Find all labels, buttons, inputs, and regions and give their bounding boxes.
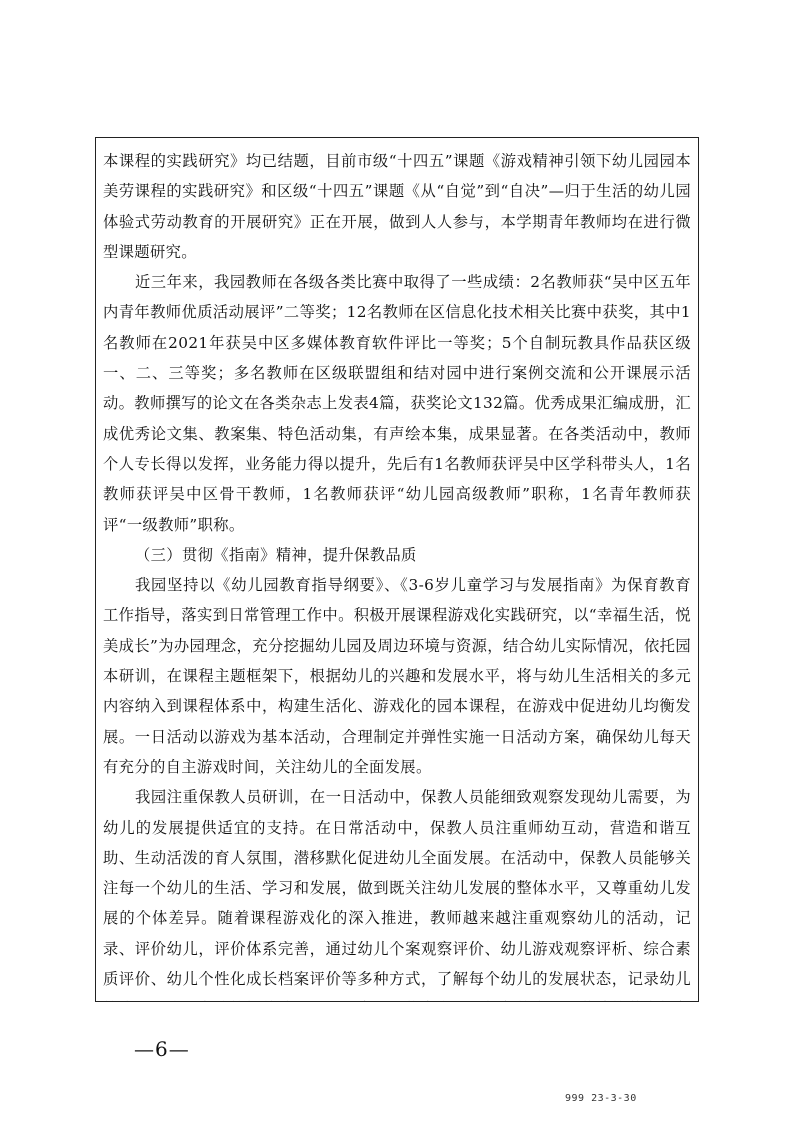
bordered-text-frame [95,137,699,1002]
paragraph-staff-training: 我园注重保教人员研训，在一日活动中，保教人员能细致观察发现幼儿需要，为幼儿的发展提供适宜的支持。在日常活动中，保教人员注重师幼互动，营造和谐互助、生动活泼的育人氛围，潜移默化促进幼儿全面发展。在活动中，保教人员能够关注每一个幼儿的生活、学习和发展，做到既关注幼儿发展的整体水平，又尊重幼儿发展的个体差异。随着课程游戏化的深入推进，教师越来越注重观察幼儿的活动，记录、评价幼儿，评价体系完善，通过幼儿个案观察评价、幼儿游戏观察评析、综合素质评价、幼儿个性化成长档案评价等多种方式，了解每个幼儿的发展状态，记录幼儿 [103,788,691,989]
paragraph-research-topics: 本课程的实践研究》均已结题，目前市级“十四五”课题《游戏精神引领下幼儿园园本美劳课程的实践研究》和区级“十四五”课题《从“自觉”到“自决”—归于生活的幼儿园体验式劳动教育的开展研究》正在开展，做到人人参与，本学期青年教师均在进行微型课题研究。 [103,152,691,261]
paragraph-teacher-awards: 近三年来，我园教师在各级各类比赛中取得了一些成绩：2名教师获“吴中区五年内青年教师优质活动展评”二等奖；12名教师在区信息化技术相关比赛中获奖，其中1名教师在2021年获吴中区多媒体教育软件评比一等奖；5个自制玩教具作品获区级一、二、三等奖；多名教师在区级联盟组和结对园中进行案例交流和公开课展示活动。教师撰写的论文在各类杂志上发表4篇，获奖论文132篇。优秀成果汇编成册，汇成优秀论文集、教案集、特色活动集，有声绘本集，成果显著。在各类活动中，教师个人专长得以发挥，业务能力得以提升，先后有1名教师获评吴中区学科带头人，1名教师获评吴中区骨干教师，1名教师获评“幼儿园高级教师”职称，1名青年教师获评“一级教师”职称。 [103,273,691,534]
page-number: —6— [134,1037,190,1061]
paragraph-curriculum-guidance: 我园坚持以《幼儿园教育指导纲要》、《3-6岁儿童学习与发展指南》为保育教育工作指导，落实到日常管理工作中。积极开展课程游戏化实践研究，以“幸福生活，悦美成长”为办园理念，充分挖掘幼儿园及周边环境与资源，结合幼儿实际情况，依托园本研训，在课程主题框架下，根据幼儿的兴趣和发展水平，将与幼儿生活相关的多元内容纳入到课程体系中，构建生活化、游戏化的园本课程，在游戏中促进幼儿均衡发展。一日活动以游戏为基本活动，合理制定并弹性实施一日活动方案，确保幼儿每天有充分的自主游戏时间，关注幼儿的全面发展。 [103,576,691,776]
footer-print-stamp: 999 23-3-30 [565,1093,637,1104]
section-heading: （三）贯彻《指南》精神，提升保教品质 [135,545,417,564]
